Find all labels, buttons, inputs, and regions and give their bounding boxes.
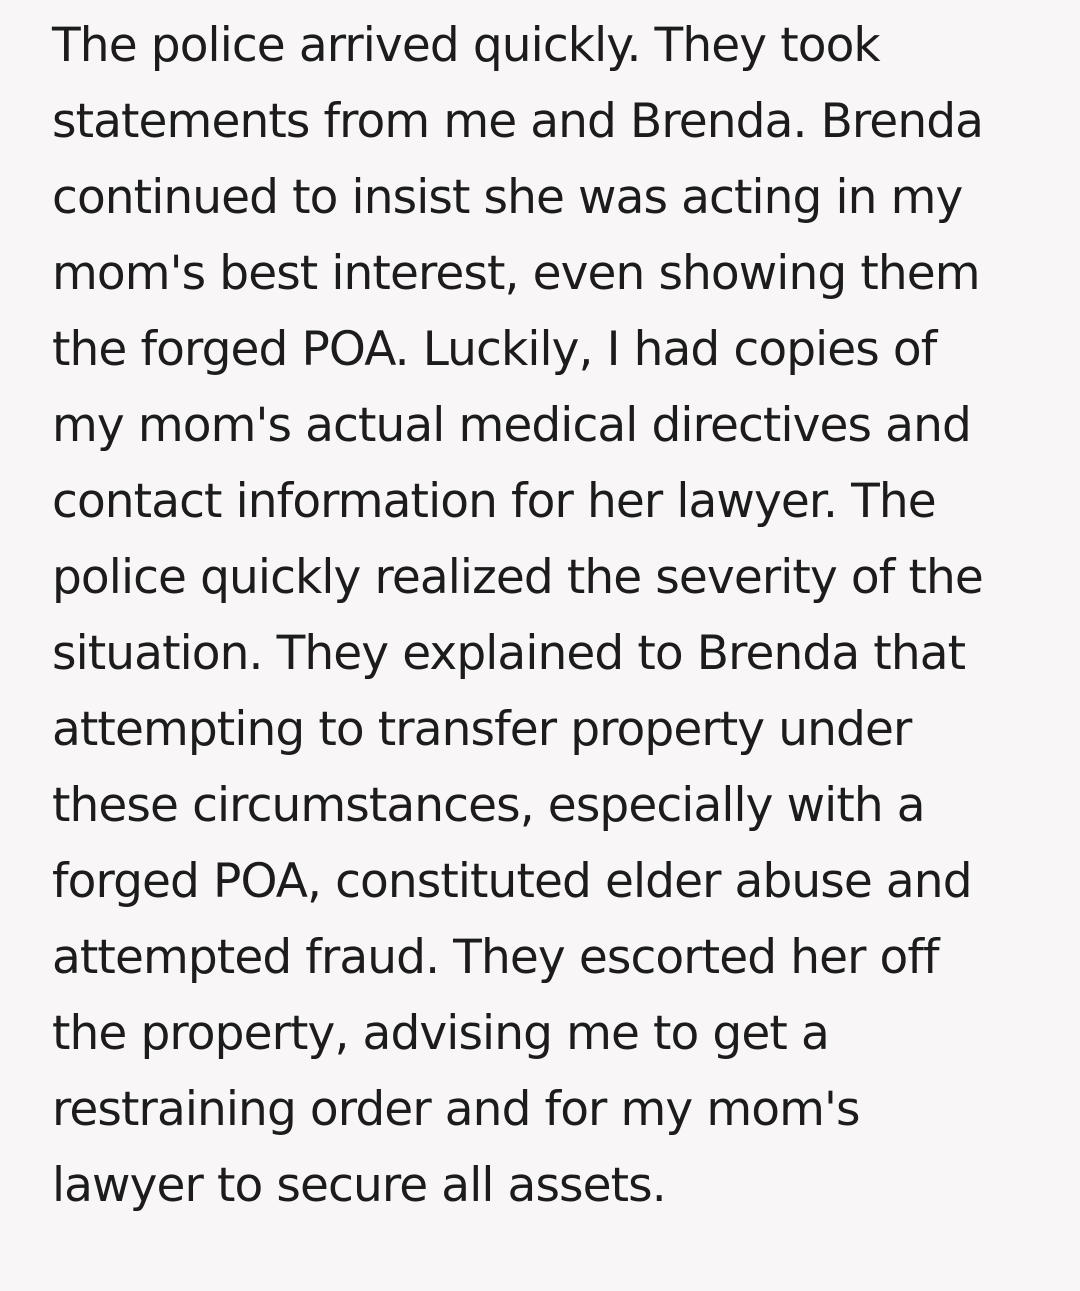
story-line: these circumstances, especially with a bbox=[52, 778, 925, 833]
story-line: statements from me and Brenda. Brenda bbox=[52, 94, 984, 149]
story-line: the property, advising me to get a bbox=[52, 1006, 829, 1061]
story-line: contact information for her lawyer. The bbox=[52, 474, 936, 529]
story-line: attempting to transfer property under bbox=[52, 702, 912, 757]
story-line: my mom's actual medical directives and bbox=[52, 398, 971, 453]
story-line: mom's best interest, even showing them bbox=[52, 246, 980, 301]
story-line: The police arrived quickly. They took bbox=[52, 18, 880, 73]
story-line: police quickly realized the severity of the bbox=[52, 550, 983, 605]
story-line: forged POA, constituted elder abuse and bbox=[52, 854, 972, 909]
story-line: the forged POA. Luckily, I had copies of bbox=[52, 322, 937, 377]
story-paragraph bbox=[52, 8, 1062, 1224]
story-line: lawyer to secure all assets. bbox=[52, 1158, 666, 1213]
story-line: attempted fraud. They escorted her off bbox=[52, 930, 939, 985]
story-line: restraining order and for my mom's bbox=[52, 1082, 860, 1137]
story-line: continued to insist she was acting in my bbox=[52, 170, 963, 225]
story-line: situation. They explained to Brenda that bbox=[52, 626, 966, 681]
